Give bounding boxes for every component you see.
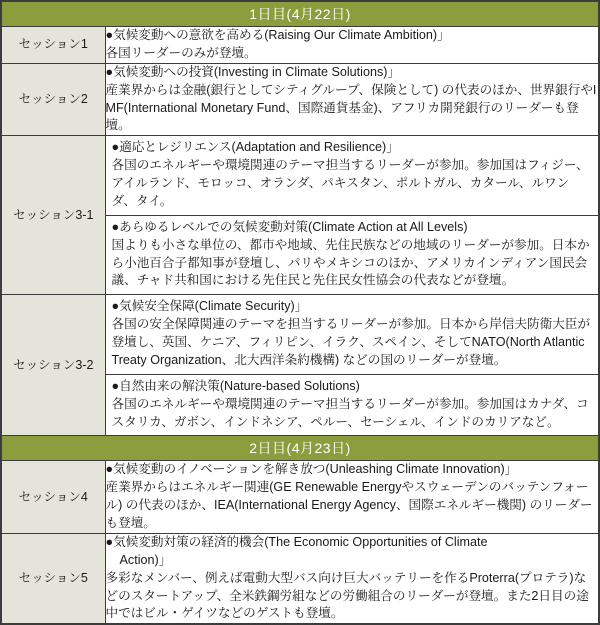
session-description-line: ●気候変動対策の経済的機会(The Economic Opportunities of Climate (105, 534, 488, 549)
session-row (1, 461, 599, 534)
session-row (1, 295, 599, 436)
session-description-cell (105, 295, 599, 436)
session-description-block (106, 295, 599, 375)
session-description-line: 多彩なメンバー、例えば電動大型バス向け巨大バッテリーを作るProterra(プロテラ)などのスタートアップ、全米鉄鋼労組などの労働組合のリーダーが登壇。また2日目の途中ではビル・ゲイツなどのゲストも登壇。 (105, 570, 589, 621)
day-banner-row (1, 436, 599, 461)
day-banner-label: 2日目(4月23日) (1, 436, 599, 461)
session-description-cell (105, 63, 599, 136)
session-description-line: ●自然由来の解決策(Nature-based Solutions) (111, 378, 360, 393)
session-label-cell: セッション3-2 (1, 295, 105, 436)
session-description-line: ●気候変動への意欲を高める(Raising Our Climate Ambition)」 (105, 28, 450, 42)
session-description-cell (105, 533, 599, 624)
session-row (1, 27, 599, 64)
session-description-line: 各国のエネルギーや環境関連のテーマ担当するリーダーが参加。参加国はカナダ、コスタリカ、ガボン、インドネシア、ペルー、セーシェル、インドのカリアなど。 (111, 396, 589, 429)
session-description-line: 国よりも小さな単位の、都市や地域、先住民族などの地域のリーダーが参加。日本から小池百合子都知事が登壇し、パリやメキシコのほか、アメリカインディアン国民会議、チャド共和国における先住民と先住民女性協会の代表などが登壇。 (111, 237, 590, 288)
session-description-block (106, 64, 599, 136)
session-description-line: 各国のエネルギーや環境関連のテーマ担当するリーダーが参加。参加国はフィジー、アイルランド、モロッコ、オランダ、パキスタン、ポルトガル、カタール、ルワンダ、タイ。 (111, 158, 589, 208)
session-description-line: ●気候変動への投資(Investing in Climate Solutions)」 (105, 64, 401, 79)
session-description-cell (105, 27, 599, 64)
session-description-line: 産業界からは金融(銀行としてシティグループ、保険として) の代表のほか、世界銀行やIMF(International Monetary Fund、国際通貨基金)、アフリカ開発銀行のリーダーも登壇。 (105, 82, 597, 133)
session-description-block (106, 136, 599, 216)
day-banner-label: 1日目(4月22日) (1, 1, 599, 27)
session-label-cell: セッション1 (1, 27, 105, 64)
session-label-cell: セッション2 (1, 63, 105, 136)
session-description-line: ●あらゆるレベルでの気候変動対策(Climate Action at All Levels) (111, 219, 468, 234)
session-row (1, 533, 599, 624)
session-description-line: 各国の安全保障関連のテーマを担当するリーダーが参加。日本から岸信夫防衛大臣が登壇し、英国、ケニア、フィリピン、イラク、スペイン、そしてNATO(North Atlantic Treaty Organization、北大西洋条約機構) などの国のリーダーが登壇。 (111, 317, 591, 367)
session-description-block (106, 375, 599, 436)
session-description-cell (105, 461, 599, 534)
session-description-block (106, 461, 599, 533)
session-description-line: ●気候変動のイノベーションを解き放つ(Unleashing Climate Innovation)」 (105, 462, 518, 477)
session-description-line: Action)」 (119, 552, 172, 567)
session-description-block (106, 216, 599, 295)
session-description-block (106, 534, 599, 623)
session-row (1, 136, 599, 295)
session-label-cell: セッション3-1 (1, 136, 105, 295)
session-description-block (106, 27, 599, 63)
session-description-line: 各国リーダーのみが登壇。 (105, 45, 257, 60)
session-description-line: ●適応とレジリエンス(Adaptation and Resilience)」 (111, 140, 399, 155)
session-row (1, 63, 599, 136)
session-label-cell: セッション4 (1, 461, 105, 534)
session-description-line: ●気候安全保障(Climate Security)」 (111, 299, 308, 314)
session-description-line: 産業界からはエネルギー関連(GE Renewable Energyやスウェーデンのバッテンフォール) の代表のほか、IEA(International Energy Agency、国際エネルギー機関) のリーダーも登壇。 (105, 480, 593, 530)
day-banner-row (1, 1, 599, 27)
session-label-cell: セッション5 (1, 533, 105, 624)
session-description-cell (105, 136, 599, 295)
